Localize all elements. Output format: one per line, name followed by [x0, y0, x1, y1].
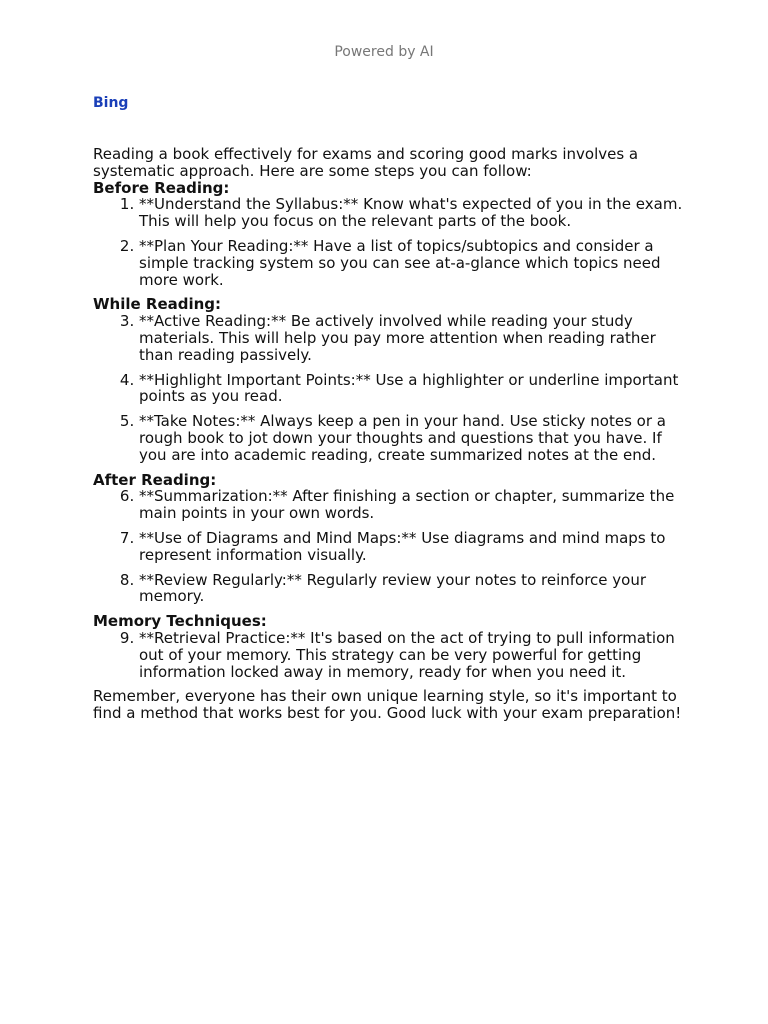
- list-item: 4. **Highlight Important Points:** Use a highlighter or underline important points as you read.: [139, 372, 683, 406]
- intro-paragraph: Reading a book effectively for exams and scoring good marks involves a systematic approach. Here are some steps you can follow:: [93, 145, 639, 180]
- section-heading: Memory Techniques:: [93, 612, 267, 631]
- list-item: 3. **Active Reading:** Be actively involved while reading your study materials. This will help you pay more attention when reading rather than reading passively.: [139, 313, 683, 363]
- closing-paragraph: Remember, everyone has their own unique learning style, so it's important to find a method that works best for you. Good luck with your exam preparation!: [93, 687, 682, 723]
- document-body: [93, 146, 683, 722]
- powered-by-label: Powered by AI: [334, 44, 434, 60]
- list-item: 6. **Summarization:** After finishing a section or chapter, summarize the main points in your own words.: [139, 488, 683, 522]
- list-item: 8. **Review Regularly:** Regularly review your notes to reinforce your memory.: [139, 572, 683, 606]
- list-item: 2. **Plan Your Reading:** Have a list of topics/subtopics and consider a simple tracking system so you can see at-a-glance which topics need more work.: [139, 238, 683, 288]
- step-list: [93, 630, 683, 680]
- section-heading: After Reading:: [93, 470, 217, 489]
- list-item: 7. **Use of Diagrams and Mind Maps:** Use diagrams and mind maps to represent information visually.: [139, 530, 683, 564]
- section-heading: While Reading:: [93, 295, 222, 314]
- section-before-reading: [93, 180, 683, 289]
- step-list: [93, 196, 683, 288]
- list-item: 9. **Retrieval Practice:** It's based on the act of trying to pull information out of your memory. This strategy can be very powerful for getting information locked away in memory, ready for when you need it.: [139, 630, 683, 680]
- section-memory-techniques: [93, 613, 683, 680]
- list-item: 5. **Take Notes:** Always keep a pen in your hand. Use sticky notes or a rough book to jot down your thoughts and questions that you have. If you are into academic reading, create summarized notes at the end.: [139, 413, 683, 463]
- section-after-reading: [93, 472, 683, 606]
- brand-name: Bing: [93, 95, 129, 111]
- section-heading: Before Reading:: [93, 178, 230, 197]
- step-list: [93, 488, 683, 605]
- step-list: [93, 313, 683, 463]
- section-while-reading: [93, 296, 683, 463]
- list-item: 1. **Understand the Syllabus:** Know what's expected of you in the exam. This will help you focus on the relevant parts of the book.: [139, 196, 683, 230]
